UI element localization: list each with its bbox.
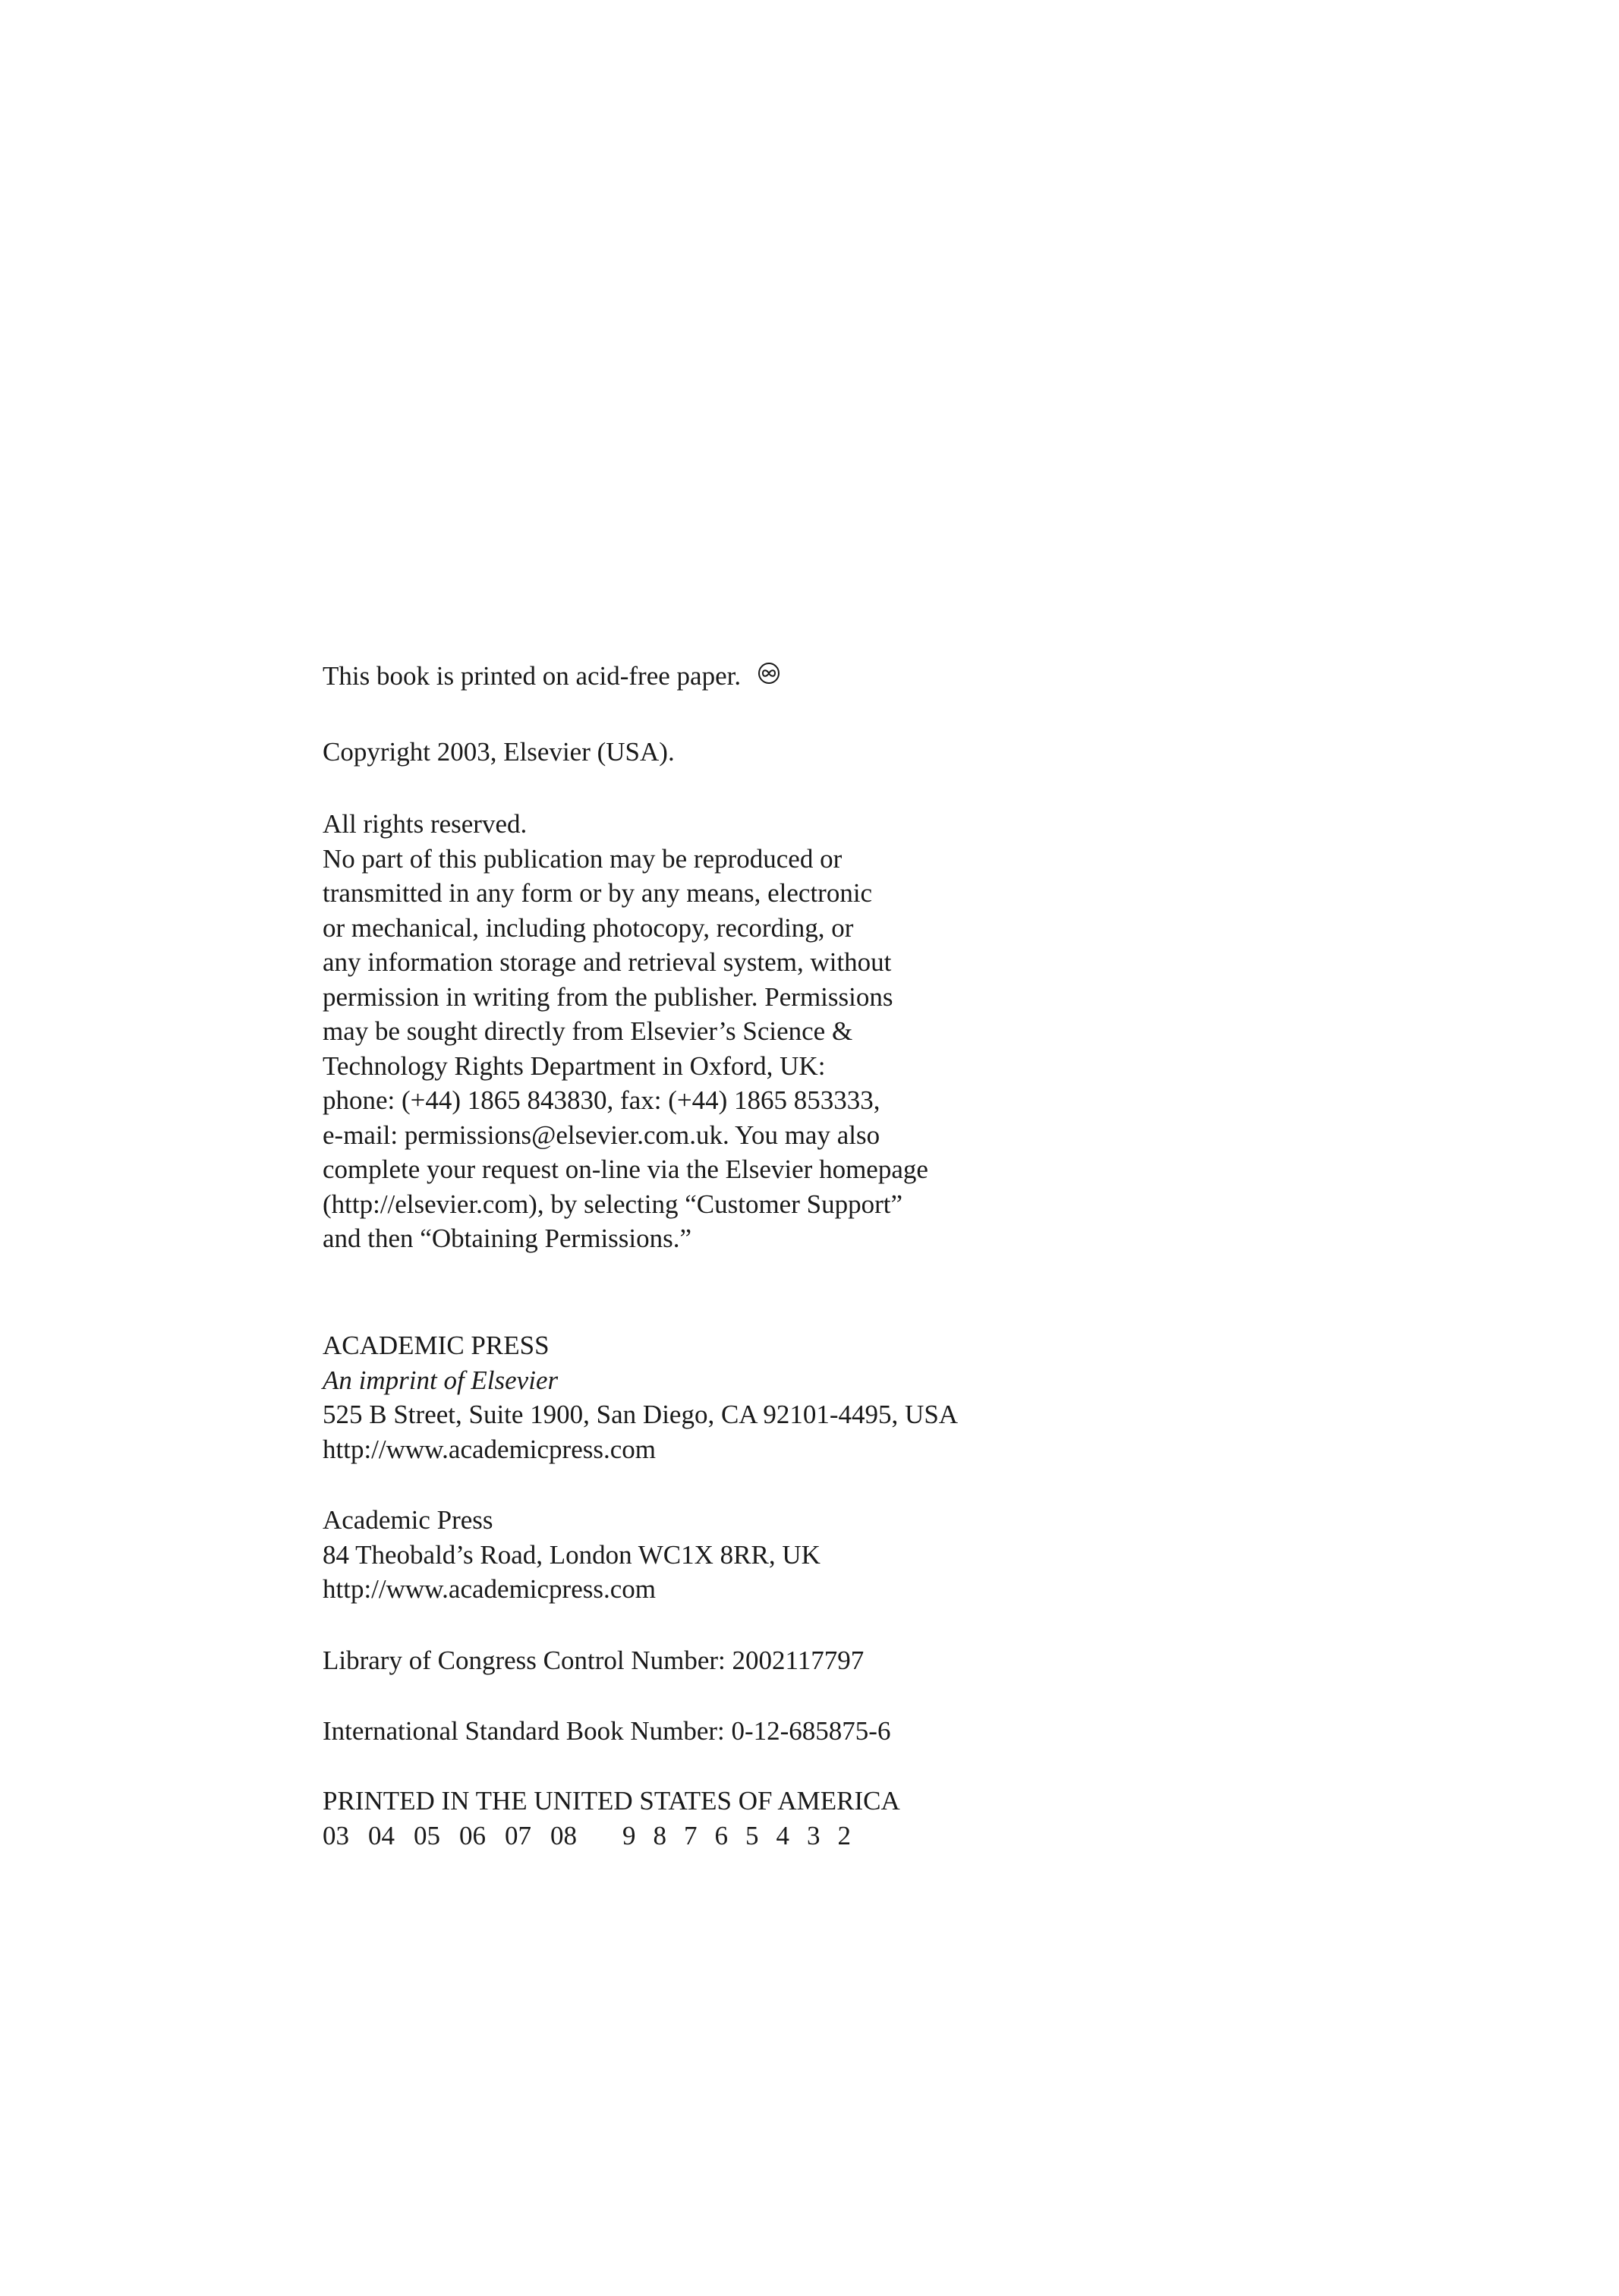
- impression-number: 8: [653, 1820, 666, 1850]
- publisher-address: 84 Theobald’s Road, London WC1X 8RR, UK: [323, 1539, 821, 1570]
- rights-line: may be sought directly from Elsevier’s Science &: [323, 1016, 853, 1046]
- publisher-name: ACADEMIC PRESS: [323, 1331, 550, 1360]
- rights-line: transmitted in any form or by any means, electronic: [323, 878, 873, 908]
- infinity-circle-icon: [758, 662, 780, 685]
- printing-impressions: [622, 1819, 868, 1853]
- isbn-notice: [323, 1714, 1309, 1749]
- rights-line: complete your request on-line via the Elsevier homepage: [323, 1154, 928, 1184]
- publisher-url: http://www.academicpress.com: [323, 1434, 656, 1464]
- publisher-name: Academic Press: [323, 1505, 493, 1535]
- impression-number: 2: [837, 1820, 851, 1850]
- rights-line: permission in writing from the publisher. Permissions: [323, 981, 893, 1012]
- rights-line: (http://elsevier.com), by selecting “Customer Support”: [323, 1189, 903, 1219]
- rights-line: No part of this publication may be reproduced or: [323, 843, 843, 874]
- publisher-imprint: An imprint of Elsevier: [323, 1365, 559, 1395]
- copyright-notice: [323, 735, 1309, 770]
- acid-free-text: This book is printed on acid-free paper.: [323, 661, 742, 691]
- publisher-uk-address: [323, 1503, 1309, 1607]
- rights-line: phone: (+44) 1865 843830, fax: (+44) 1865 853333,: [323, 1085, 880, 1115]
- copyright-text: Copyright 2003, Elsevier (USA).: [323, 737, 675, 767]
- printing-year: 07: [505, 1820, 531, 1850]
- impression-number: 9: [622, 1820, 636, 1850]
- rights-line: and then “Obtaining Permissions.”: [323, 1224, 692, 1253]
- rights-line: or mechanical, including photocopy, recording, or: [323, 912, 854, 943]
- impression-number: 5: [745, 1820, 759, 1850]
- printing-spacer: [596, 1819, 622, 1853]
- rights-line: All rights reserved.: [323, 809, 528, 839]
- publisher-usa-address: [323, 1328, 1309, 1466]
- printing-years: [323, 1819, 596, 1853]
- impression-number: 6: [714, 1820, 728, 1850]
- rights-paragraph: [323, 807, 1309, 1256]
- lccn-notice: [323, 1643, 1309, 1678]
- printing-year: 05: [414, 1820, 440, 1850]
- rights-line: Technology Rights Department in Oxford, UK:: [323, 1050, 826, 1081]
- printing-year: 04: [368, 1820, 395, 1850]
- impression-number: 3: [807, 1820, 821, 1850]
- printing-year: 06: [459, 1820, 486, 1850]
- rights-line: e-mail: permissions@elsevier.com.uk. You may also: [323, 1120, 880, 1150]
- printed-country: PRINTED IN THE UNITED STATES OF AMERICA: [323, 1786, 900, 1816]
- printing-info: [323, 1784, 1309, 1853]
- acid-free-notice: [323, 659, 1309, 694]
- printing-year: 03: [323, 1820, 349, 1850]
- publisher-url: http://www.academicpress.com: [323, 1574, 656, 1604]
- printing-year: 08: [550, 1820, 577, 1850]
- publisher-address: 525 B Street, Suite 1900, San Diego, CA 92101-4495, USA: [323, 1400, 959, 1429]
- impression-number: 7: [684, 1820, 698, 1850]
- isbn-text: International Standard Book Number: 0-12-685875-6: [323, 1716, 891, 1746]
- lccn-text: Library of Congress Control Number: 2002117797: [323, 1646, 865, 1675]
- printing-line: [323, 1819, 1309, 1853]
- impression-number: 4: [776, 1820, 789, 1850]
- rights-line: any information storage and retrieval system, without: [323, 947, 892, 977]
